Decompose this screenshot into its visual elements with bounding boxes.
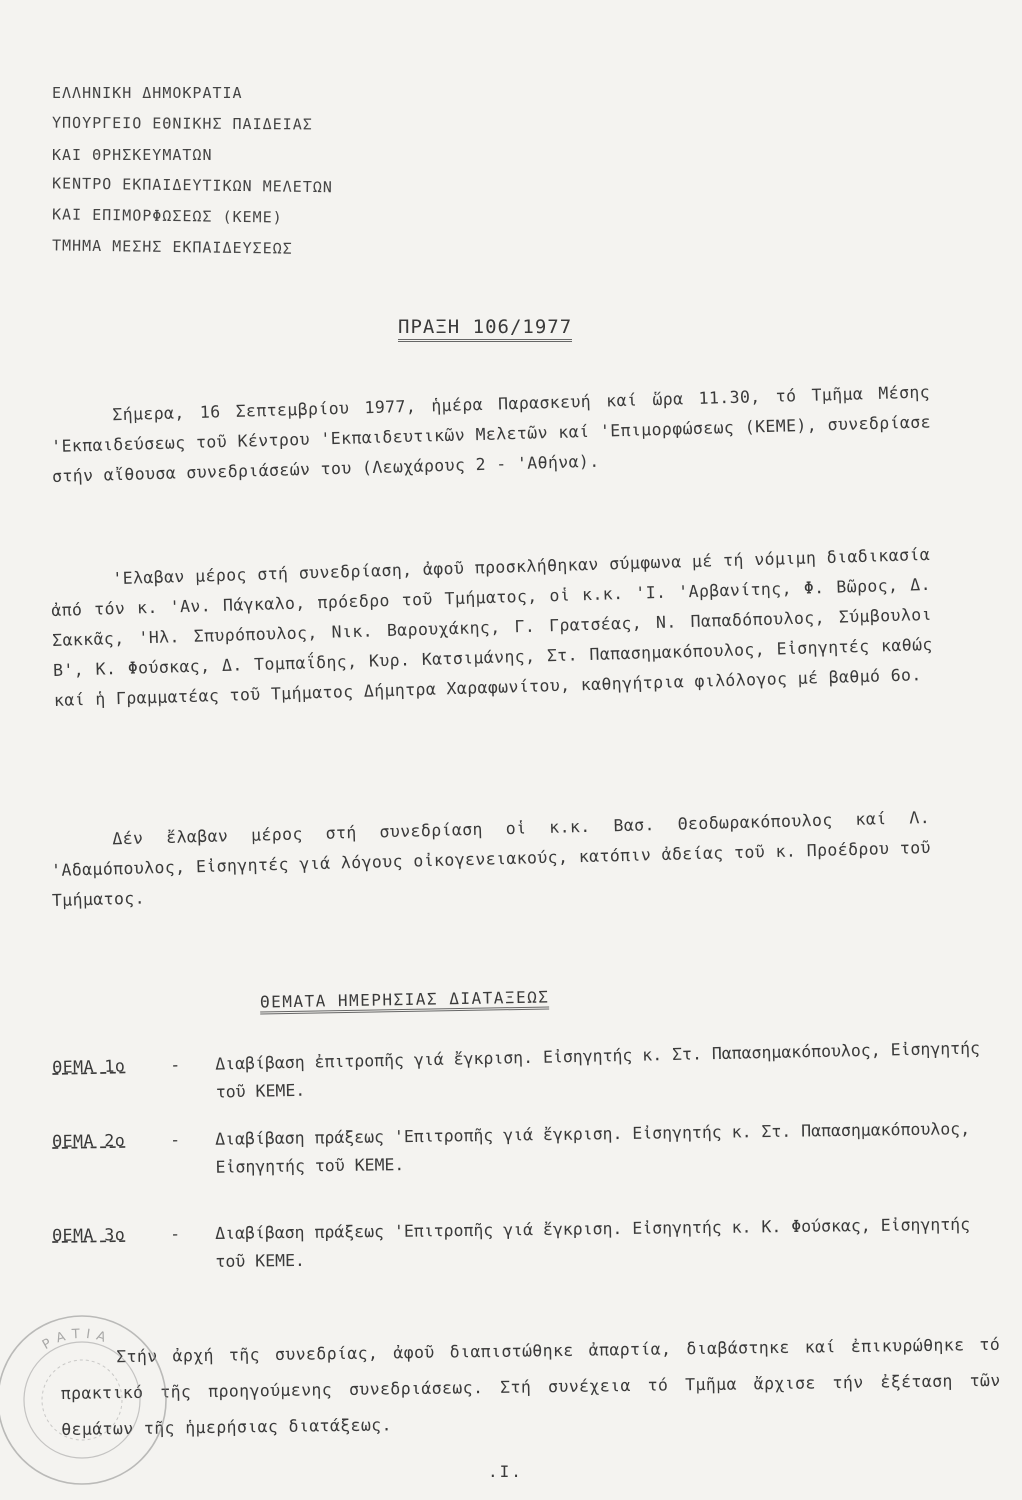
document-title: ΠΡΑΞΗ 106/1977 — [398, 316, 572, 342]
header-line: ΕΛΛΗΝΙΚΗ ΔΗΜΟΚΡΑΤΙΑ — [52, 84, 243, 102]
topic-dash: - — [170, 1055, 181, 1075]
continuation-mark: .Ι. — [488, 1462, 523, 1481]
official-seal-stamp — [0, 1308, 175, 1493]
topic-text: Διαβίβαση πράξεως 'Επιτροπῆς γιά ἔγκριση. Εἰσηγητής κ. Στ. Παπασημακόπουλος, Εἰσηγητής τοῦ ΚΕΜΕ. — [215, 1119, 971, 1177]
paragraph-text: Στήν ἀρχή τῆς συνεδρίας, ἀφοῦ διαπιστώθηκε ἀπαρτία, διαβάστηκε καί ἐπικυρώθηκε τό πρακτικό τῆς προηγούμενης συνεδριάσεως. Στή συνέχεια τό Τμῆμα ἄρχισε τήν ἐξέταση τῶν θεμάτων τῆς ἡμερήσιας διατάξεως. — [60, 1334, 1001, 1439]
paragraph-attendees — [50, 540, 934, 716]
header-line: ΤΜΗΜΑ ΜΕΣΗΣ ΕΚΠΑΙΔΕΥΣΕΩΣ — [51, 236, 293, 258]
issuer-header — [52, 78, 432, 264]
agenda-topic — [52, 1115, 992, 1177]
stamp-text: ΡΑΤΙΑ — [39, 1326, 114, 1353]
svg-text:ΡΑΤΙΑ — [40, 1327, 113, 1353]
agenda-title: ΘΕΜΑΤΑ ΗΜΕΡΗΣΙΑΣ ΔΙΑΤΑΞΕΩΣ — [260, 987, 550, 1014]
paragraph-text: Σήμερα, 16 Σεπτεμβρίου 1977, ἡμέρα Παρασκευή καί ὥρα 11.30, τό Τμῆμα Μέσης 'Εκπαιδεύσεως τοῦ Κέντρου 'Εκπαιδευτικῶν Μελετῶν καί 'Επιμορφώσεως (ΚΕΜΕ), συνεδρίασε στήν αἴθουσα συνεδριάσεών του (Λεωχάρους 2 - 'Αθήνα). — [50, 382, 932, 486]
topic-label: ΘΕΜΑ 3ο — [52, 1225, 126, 1245]
paragraph-text: Δέν ἔλαβαν μέρος στή συνεδρίαση οἱ κ.κ. Βασ. Θεοδωρακόπουλος καί Λ. 'Αδαμόπουλος, Εἰσηγητές γιά λόγους οἰκογενειακούς, κατόπιν ἀδείας τοῦ κ. Προέδρου τοῦ Τμήματος. — [50, 807, 932, 910]
agenda-topic — [52, 1034, 992, 1102]
topic-text: Διαβίβαση πράξεως 'Επιτροπῆς γιά ἔγκριση. Εἰσηγητής κ. Κ. Φούσκας, Εἰσηγητής τοῦ ΚΕΜΕ. — [215, 1214, 971, 1272]
topic-dash: - — [170, 1130, 181, 1150]
header-line: ΚΕΝΤΡΟ ΕΚΠΑΙΔΕΥΤΙΚΩΝ ΜΕΛΕΤΩΝ — [51, 174, 333, 197]
paragraph-proceedings — [60, 1327, 1001, 1448]
header-line: ΚΑΙ ΕΠΙΜΟΡΦΩΣΕΩΣ (ΚΕΜΕ) — [51, 205, 283, 227]
topic-label: ΘΕΜΑ 1ο — [52, 1056, 126, 1077]
topic-label: ΘΕΜΑ 2ο — [52, 1130, 126, 1151]
header-line: ΥΠΟΥΡΓΕΙΟ ΕΘΝΙΚΗΣ ΠΑΙΔΕΙΑΣ — [51, 113, 313, 134]
paragraph-text: 'Ελαβαν μέρος στή συνεδρίαση, ἀφοῦ προσκλήθηκαν σύμφωνα μέ τή νόμιμη διαδικασία ἀπό τόν κ. 'Αν. Πάγκαλο, πρόεδρο τοῦ Τμήματος, οἱ κ.κ. 'Ι. 'Αρβανίτης, Φ. Βῶρος, Δ. Σακκᾶς, 'Ηλ. Σπυρόπουλος, Νικ. Βαρουχάκης, Γ. Γρατσέας, Ν. Παπαδόπουλος, Σύμβουλοι Β', Κ. Φούσκας, Δ. Τομπαΐδης, Κυρ. Κατσιμάνης, Στ. Παπασημακόπουλος, Εἰσηγητές καθώς καί ἡ Γραμματέας τοῦ Τμήματος Δήμητρα Χαραφωνίτου, καθηγήτρια φιλόλογος μέ βαθμό 6ο. — [51, 544, 933, 710]
topic-text: Διαβίβαση ἐπιτροπῆς γιά ἔγκριση. Εἰσηγητής κ. Στ. Παπασημακόπουλος, Εἰσηγητής τοῦ ΚΕΜΕ. — [215, 1038, 981, 1102]
agenda-topic — [52, 1211, 992, 1272]
paragraph-session-opening — [50, 377, 932, 492]
topic-dash: - — [170, 1224, 181, 1244]
paragraph-absentees — [50, 803, 932, 916]
header-line: ΚΑΙ ΘΡΗΣΚΕΥΜΑΤΩΝ — [52, 146, 213, 164]
